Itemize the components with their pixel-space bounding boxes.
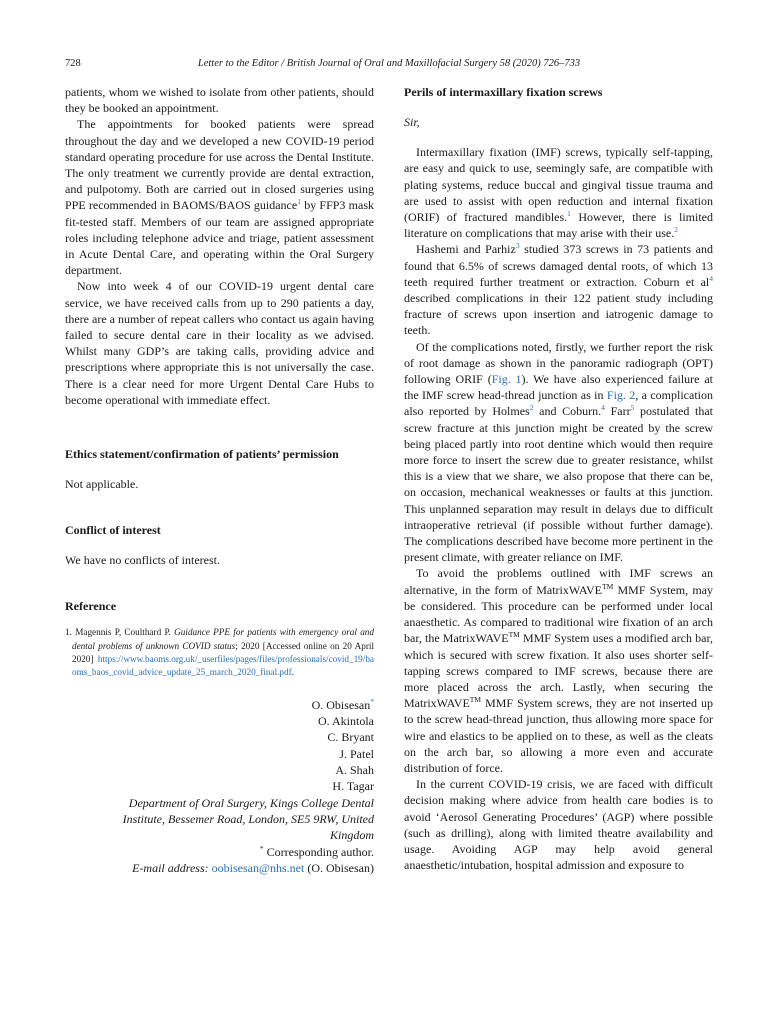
reference-list [65,626,374,678]
paragraph: To avoid the problems outlined with IMF screws an alternative, in the form of MatrixWAVE™ MMF System, may be considered. This procedure can be performed under local anaesthetic. As compared to traditional wire fixation of an arch bar, the MatrixWAVE™ MMF System uses a modified arch bar, which is secured with screw fixation. It also uses shorter self-tapping screws compared to IMF screws, because there are more placed across the arch. Lastly, when securing the MatrixWAVE™ MMF System screws, they are not inserted up to the screw head-thread junction, thus allowing more space for wire and elastics to be applied on to these, as well as the cleats on the arch bar, so allowing a more even and accurate distribution of force. [404,566,713,775]
page-number: 728 [65,58,81,69]
letter-title: Perils of intermaxillary fixation screws [404,85,603,99]
author-name: C. Bryant [327,730,374,745]
ethics-heading: Ethics statement/confirmation of patients’ permission [65,447,339,462]
author-name: A. Shah [335,763,374,778]
reference-heading: Reference [65,599,117,614]
citation-link[interactable]: 2 [529,403,534,413]
right-column [404,84,713,873]
author-name: O. Akintola [318,714,374,729]
citation-link[interactable]: 4 [601,403,605,413]
reference-url-link[interactable]: https://www.baoms.org.uk/_userfiles/pages/files/professionals/covid_19/baoms_baos_covid_advice_update_25_march_2020_final.pdf [72,653,374,677]
email-line: E-mail address: oobisesan@nhs.net (O. Obisesan) [132,860,374,875]
figure-1-link[interactable]: Fig. 1 [491,372,522,387]
citation-link[interactable]: 3 [515,241,520,251]
paragraph: Intermaxillary fixation (IMF) screws, typically self-tapping, are easy and quick to use, seemingly safe, are compatible with plating systems, reduce buccal and gingival tissue trauma and are used to assist with open reduction and internal fixation (ORIF) of fractured mandibles.$^1$ However, there is limited literature on complications that may arise with their use.$^2$ [404,145,714,241]
paragraph: Hashemi and Parhiz$^3$ studied 373 screws in 73 patients and found that 6.5% of screws damaged dental roots, of which 13 teeth required further treatment or extraction. Coburn et $al^4$ described complications in their 122 patient study including fracture of screws upon insertion and iatrogenic damage to teeth. [404,241,714,338]
citation-link[interactable]: 2 [674,225,679,235]
conflict-heading: Conflict of interest [65,523,161,538]
conflict-text: We have no conflicts of interest. [65,553,220,568]
trademark: TM [508,630,520,640]
citation-link[interactable]: 1 [567,209,571,219]
left-column [65,84,374,876]
author-name: O. Obisesan* [311,696,374,712]
email-link[interactable]: oobisesan@nhs.net [211,860,305,875]
citation-link[interactable]: 5 [630,403,635,413]
corresponding-note: * Corresponding author. [259,843,374,859]
figure-2-link[interactable]: Fig. 2 [606,388,636,403]
running-header [65,57,713,71]
author-name: J. Patel [339,746,374,761]
corresponding-author-link[interactable]: * [370,696,374,706]
paragraph: Now into week 4 of our COVID-19 urgent dental care service, we have received calls from up to 290 patients a day, there are a number of repeat callers who contact us again having failed to secure dental care in their locality as we advised. Whilst many GDP’s are taking calls, providing advice and prescriptions where appropriate this is not universally the case. There is a clear need for more Urgent Dental Care Hubs to become operational with immediate effect. [65,279,374,407]
paragraph: patients, whom we wished to isolate from other patients, should they be booked an appointment. [65,85,374,116]
affiliation: Department of Oral Surgery, Kings College Dental Institute, Bessemer Road, London, SE5 9RW, United Kingdom [122,795,374,843]
citation-link[interactable]: 1 [297,197,301,207]
author-name: H. Tagar [332,779,374,794]
salutation: Sir, [404,115,420,129]
journal-citation: Letter to the Editor / British Journal of Oral and Maxillofacial Surgery 58 (2020) 726–733 [197,58,581,69]
ethics-text: Not applicable. [65,477,139,492]
reference-item: 1. Magennis P, Coulthard P. Guidance PPE for patients with emergency oral and dental problems of unknown COVID status; 2020 [Accessed online on 20 April 2020] https://www.baoms.org.uk/_userfiles/pages/files/professionals/covid_19/baoms_baos_covid_advice_update_25_march_2020_final.pdf. [65,627,374,677]
author-block [65,697,374,876]
paragraph: Of the complications noted, firstly, we further report the risk of root damage as shown in the panoramic radiograph (OPT) following ORIF (Fig. 1). We have also experienced failure at the IMF screw head-thread junction as in Fig. 2, a complication also reported by Holmes$^2$ and Coburn.$^4$ Farr$^5$ postulated that screw fracture at this junction might be created by the screw being placed partly into root dentine which would then require more force to insert the screw due to greater resistance, whilst this is a view that we share, we also propose that there can be, on occasion, mechanical weaknesses or faults at this junction. This unplanned separation may result in delays due to difficult intraoperative retrieval (if possible without further damage). The complications described have become more pertinent in the present climate, with greater reliance on IMF. [404,339,714,565]
citation-link[interactable]: 4 [709,273,713,283]
trademark: TM [601,581,614,591]
paragraph: In the current COVID-19 crisis, we are faced with difficult decision making where advice from health care bodies is to avoid ‘Aerosol Generating Procedures’ (AGP) where possible (such as drilling), along with limited theatre availability and usage. Avoiding AGP may help avoid general anaesthetic/intubation, hospital admission and exposure to [404,777,713,873]
paragraph: The appointments for booked patients were spread throughout the day and we developed a new COVID-19 period standard operating procedure for use across the Dental Institute. The only treatment we currently provide are dental extraction, and pulpotomy. Both are carried out in closed surgeries using PPE recommended in BAOMS/BAOS guidance$^1$ by FFP3 mask fit-tested staff. Members of our team are assigned appropriate roles including telephone advice and triage, patient assessment in Acute Dental Care, and operating within the Oral Surgery department. [65,117,374,278]
trademark: TM [469,695,482,705]
